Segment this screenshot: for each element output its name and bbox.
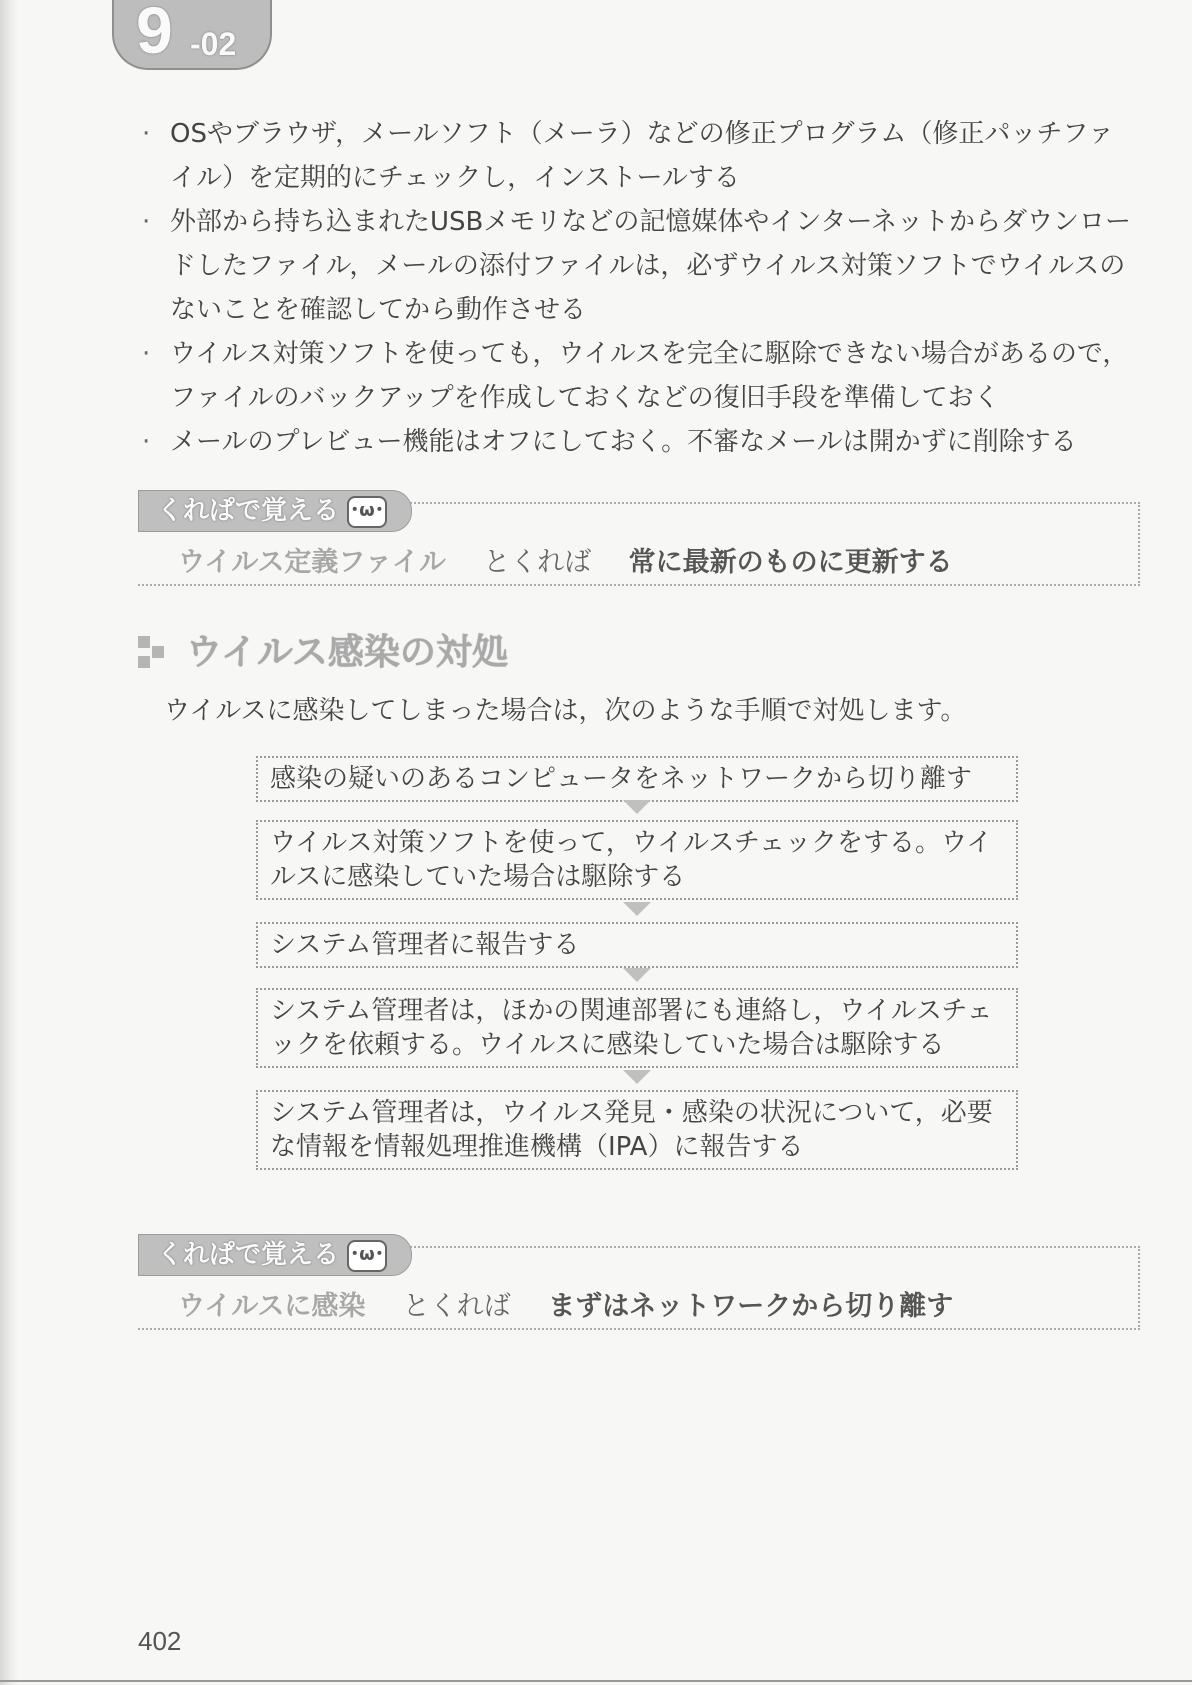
remember-connector: とくれば bbox=[402, 1291, 511, 1322]
chapter-section: -02 bbox=[190, 26, 237, 62]
bullet-dot-icon: · bbox=[142, 339, 151, 369]
flow-step-3: システム管理者に報告する bbox=[256, 922, 1018, 968]
flow-step-2: ウイルス対策ソフトを使って，ウイルスチェックをする。ウイルスに感染していた場合は駆除する bbox=[256, 820, 1018, 900]
bullet-dot-icon: · bbox=[142, 207, 151, 237]
chapter-number: 9 bbox=[136, 0, 173, 67]
remember-connector: とくれば bbox=[483, 547, 592, 578]
remember-tag bbox=[138, 490, 412, 532]
bullet-list bbox=[138, 112, 1138, 464]
bullet-item bbox=[138, 420, 1138, 464]
remember-box-infection bbox=[138, 1240, 1140, 1330]
down-arrow-icon bbox=[623, 902, 651, 916]
remember-tag-label: くれぱで覚える bbox=[157, 1240, 340, 1270]
bullet-text: ウイルス対策ソフトを使っても，ウイルスを完全に駆除できない場合があるので，ファイルのバックアップを作成しておくなどの復旧手段を準備しておく bbox=[170, 339, 1129, 413]
remember-line bbox=[178, 540, 953, 579]
bullet-text: メールのプレビュー機能はオフにしておく。不審なメールは開かずに削除する bbox=[170, 427, 1077, 457]
bullet-text: 外部から持ち込まれたUSBメモリなどの記憶媒体やインターネットからダウンロードしたファイル，メールの添付ファイルは，必ずウイルス対策ソフトでウイルスのないことを確認してから動作させる bbox=[170, 207, 1132, 325]
remember-answer: 常に最新のものに更新する bbox=[628, 547, 953, 578]
page-bottom-rule bbox=[0, 1680, 1192, 1682]
remember-tag bbox=[138, 1234, 412, 1276]
section-intro: ウイルスに感染してしまった場合は，次のような手順で対処します。 bbox=[164, 696, 967, 726]
remember-answer: まずはネットワークから切り離す bbox=[548, 1291, 954, 1322]
down-arrow-icon bbox=[623, 800, 651, 814]
page-binding-edge bbox=[0, 0, 18, 1685]
remember-line bbox=[178, 1284, 953, 1323]
remember-tag-label: くれぱで覚える bbox=[157, 496, 340, 526]
bullet-item bbox=[138, 332, 1138, 420]
cat-face-icon: ･ω･ bbox=[347, 496, 387, 528]
remember-box-definition-file bbox=[138, 496, 1140, 586]
chapter-tab bbox=[112, 0, 272, 70]
flow-step-5: システム管理者は，ウイルス発見・感染の状況について，必要な情報を情報処理推進機構（IPA）に報告する bbox=[256, 1090, 1018, 1170]
section-heading: ウイルス感染の対処 bbox=[186, 632, 508, 673]
bullet-text: OSやブラウザ，メールソフト（メーラ）などの修正プログラム（修正パッチファイル）を定期的にチェックし，インストールする bbox=[170, 119, 1114, 193]
flow-step-1: 感染の疑いのあるコンピュータをネットワークから切り離す bbox=[256, 756, 1018, 802]
remember-keyword: ウイルス定義ファイル bbox=[178, 547, 446, 578]
flow-step-4: システム管理者は，ほかの関連部署にも連絡し，ウイルスチェックを依頼する。ウイルスに感染していた場合は駆除する bbox=[256, 988, 1018, 1068]
down-arrow-icon bbox=[623, 1070, 651, 1084]
remember-keyword: ウイルスに感染 bbox=[178, 1291, 366, 1322]
section-square-icon bbox=[138, 636, 164, 668]
down-arrow-icon bbox=[623, 968, 651, 982]
bullet-item bbox=[138, 112, 1138, 200]
bullet-item bbox=[138, 200, 1138, 332]
page-number: 402 bbox=[138, 1626, 182, 1656]
bullet-dot-icon: · bbox=[142, 427, 151, 457]
cat-face-icon: ･ω･ bbox=[347, 1240, 387, 1272]
bullet-dot-icon: · bbox=[142, 119, 151, 149]
